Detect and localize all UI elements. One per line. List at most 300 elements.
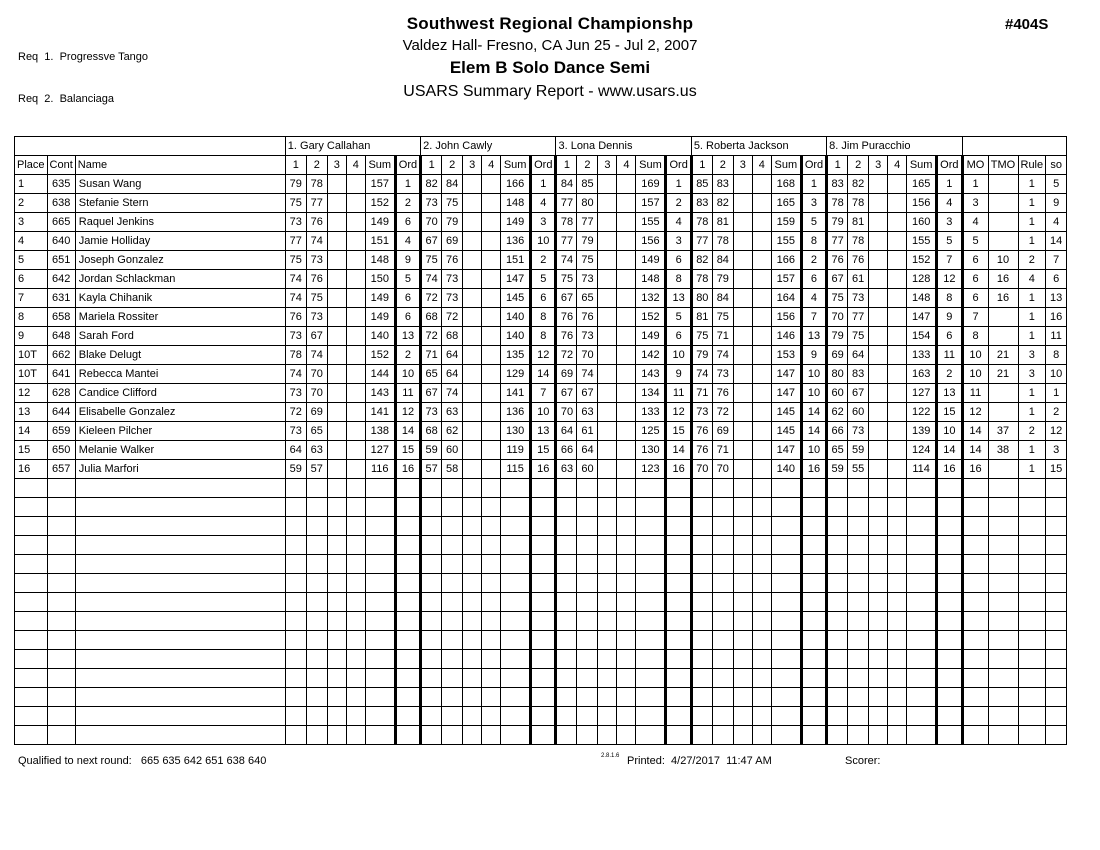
- ordinal-cell: 6: [395, 213, 420, 232]
- sum-cell: [636, 498, 666, 517]
- score4-cell: [482, 213, 501, 232]
- score3-cell: [598, 517, 617, 536]
- sum-cell: [365, 498, 395, 517]
- sum-cell: 143: [636, 365, 666, 384]
- sum-cell: [501, 650, 531, 669]
- score3-cell: [463, 669, 482, 688]
- place-cell: 14: [15, 422, 48, 441]
- score2-cell: [848, 669, 869, 688]
- sum-cell: 166: [501, 175, 531, 194]
- sum-cell: [771, 593, 801, 612]
- score3-cell: [327, 479, 346, 498]
- sum-cell: [636, 650, 666, 669]
- score3-cell: [598, 403, 617, 422]
- score1-cell: [827, 612, 848, 631]
- sum-cell: 165: [771, 194, 801, 213]
- place-cell: 12: [15, 384, 48, 403]
- score4-cell: [617, 175, 636, 194]
- score1-cell: 67: [556, 384, 577, 403]
- sum-cell: [365, 669, 395, 688]
- score3-cell: [327, 175, 346, 194]
- score1-cell: [285, 707, 306, 726]
- score2-cell: 80: [577, 194, 598, 213]
- scorer-label: Scorer:: [845, 755, 881, 767]
- qualified-line: Qualified to next round: 665 635 642 651 638 640: [18, 755, 267, 767]
- score3-cell: [598, 650, 617, 669]
- table-row: [15, 384, 1067, 403]
- score1-cell: 68: [421, 422, 442, 441]
- score3-cell: [598, 593, 617, 612]
- empty-row: [15, 574, 1067, 593]
- score1-cell: [556, 612, 577, 631]
- score3-cell: [327, 251, 346, 270]
- score3-cell: [463, 707, 482, 726]
- so-cell: 16: [1046, 308, 1067, 327]
- mo-cell: 8: [962, 327, 988, 346]
- mo-cell: 14: [962, 441, 988, 460]
- place-cell: 1: [15, 175, 48, 194]
- ordinal-cell: 12: [531, 346, 556, 365]
- score2-cell: [442, 631, 463, 650]
- score4-cell: [888, 707, 907, 726]
- score1-cell: 73: [691, 403, 712, 422]
- table-row: [15, 251, 1067, 270]
- score4-cell: [617, 270, 636, 289]
- ordinal-cell: 3: [937, 213, 962, 232]
- ordinal-cell: [801, 631, 826, 650]
- score2-cell: [712, 650, 733, 669]
- skater-name-cell: [75, 726, 285, 745]
- score4-cell: [752, 384, 771, 403]
- score1-cell: [691, 669, 712, 688]
- score1-cell: [285, 498, 306, 517]
- score4-cell: [346, 593, 365, 612]
- judge-header: 1. Gary Callahan: [285, 137, 420, 156]
- score2-cell: [306, 536, 327, 555]
- score1-cell: 77: [827, 232, 848, 251]
- score-column-header: 2: [848, 156, 869, 175]
- ordinal-cell: 2: [531, 251, 556, 270]
- tmo-cell: [988, 707, 1018, 726]
- score4-cell: [482, 194, 501, 213]
- score1-cell: [421, 574, 442, 593]
- rule-cell: [1018, 631, 1046, 650]
- score3-cell: [327, 441, 346, 460]
- score2-cell: [712, 669, 733, 688]
- score4-cell: [752, 707, 771, 726]
- score1-cell: 74: [285, 365, 306, 384]
- sum-cell: [501, 688, 531, 707]
- score2-cell: [442, 726, 463, 745]
- score2-cell: 70: [712, 460, 733, 479]
- score4-cell: [482, 232, 501, 251]
- score1-cell: [421, 498, 442, 517]
- so-cell: 12: [1046, 422, 1067, 441]
- score2-cell: 76: [306, 270, 327, 289]
- score3-cell: [869, 688, 888, 707]
- score1-cell: [556, 536, 577, 555]
- place-cell: 9: [15, 327, 48, 346]
- sum-cell: 133: [636, 403, 666, 422]
- contestant-number-cell: 651: [47, 251, 75, 270]
- sum-cell: [907, 688, 937, 707]
- score2-cell: 76: [848, 251, 869, 270]
- ordinal-cell: 4: [801, 289, 826, 308]
- score3-cell: [598, 327, 617, 346]
- score4-cell: [346, 213, 365, 232]
- ordinal-cell: [531, 688, 556, 707]
- score3-cell: [869, 232, 888, 251]
- rule-cell: [1018, 479, 1046, 498]
- score1-cell: [285, 593, 306, 612]
- score4-cell: [482, 327, 501, 346]
- score3-cell: [463, 384, 482, 403]
- score1-cell: [691, 650, 712, 669]
- mo-cell: [962, 517, 988, 536]
- tmo-cell: [988, 688, 1018, 707]
- mo-cell: [962, 574, 988, 593]
- empty-row: [15, 479, 1067, 498]
- ordinal-cell: 6: [666, 251, 691, 270]
- score2-cell: 61: [577, 422, 598, 441]
- sum-cell: 140: [365, 327, 395, 346]
- score1-cell: 68: [421, 308, 442, 327]
- score2-cell: 73: [306, 308, 327, 327]
- score2-cell: 74: [712, 346, 733, 365]
- score4-cell: [346, 726, 365, 745]
- sum-cell: [636, 726, 666, 745]
- score3-cell: [327, 555, 346, 574]
- score3-cell: [733, 574, 752, 593]
- score2-cell: 67: [848, 384, 869, 403]
- score4-cell: [346, 536, 365, 555]
- ordinal-cell: [801, 517, 826, 536]
- score2-cell: [306, 574, 327, 593]
- score4-cell: [482, 270, 501, 289]
- ordinal-cell: 6: [801, 270, 826, 289]
- so-cell: [1046, 650, 1067, 669]
- skater-name-cell: Kieleen Pilcher: [75, 422, 285, 441]
- score1-cell: 78: [556, 213, 577, 232]
- score2-cell: 63: [577, 403, 598, 422]
- sum-cell: [636, 593, 666, 612]
- score1-cell: [691, 498, 712, 517]
- sum-cell: 152: [365, 194, 395, 213]
- score2-cell: [577, 669, 598, 688]
- score3-cell: [463, 688, 482, 707]
- score3-cell: [869, 631, 888, 650]
- score1-cell: 64: [285, 441, 306, 460]
- score-column-header: Sum: [907, 156, 937, 175]
- contestant-number-cell: 657: [47, 460, 75, 479]
- contestant-number-cell: 659: [47, 422, 75, 441]
- score4-cell: [888, 346, 907, 365]
- score3-cell: [327, 517, 346, 536]
- score2-cell: [442, 555, 463, 574]
- score4-cell: [888, 650, 907, 669]
- column-header: Cont: [47, 156, 75, 175]
- contestant-number-cell: [47, 688, 75, 707]
- sum-cell: [365, 574, 395, 593]
- mo-cell: 14: [962, 422, 988, 441]
- so-cell: 7: [1046, 251, 1067, 270]
- score4-cell: [482, 593, 501, 612]
- score4-cell: [617, 251, 636, 270]
- score3-cell: [598, 612, 617, 631]
- ordinal-cell: [395, 726, 420, 745]
- sum-cell: 154: [907, 327, 937, 346]
- contestant-number-cell: [47, 612, 75, 631]
- score-column-header: Sum: [501, 156, 531, 175]
- score3-cell: [327, 612, 346, 631]
- score2-cell: [442, 498, 463, 517]
- ordinal-cell: [395, 517, 420, 536]
- score2-cell: [712, 498, 733, 517]
- score4-cell: [888, 517, 907, 536]
- score1-cell: [827, 498, 848, 517]
- sum-cell: [365, 612, 395, 631]
- score1-cell: 67: [421, 384, 442, 403]
- mo-cell: 16: [962, 460, 988, 479]
- place-cell: [15, 612, 48, 631]
- score-column-header: 4: [482, 156, 501, 175]
- score3-cell: [733, 688, 752, 707]
- table-row: [15, 365, 1067, 384]
- score4-cell: [482, 441, 501, 460]
- score3-cell: [869, 422, 888, 441]
- score4-cell: [482, 612, 501, 631]
- score1-cell: [691, 707, 712, 726]
- sum-cell: 145: [501, 289, 531, 308]
- skater-name-cell: [75, 574, 285, 593]
- score4-cell: [888, 384, 907, 403]
- sum-cell: [501, 536, 531, 555]
- score4-cell: [752, 726, 771, 745]
- ordinal-cell: 2: [937, 365, 962, 384]
- mo-cell: 12: [962, 403, 988, 422]
- ordinal-cell: [395, 593, 420, 612]
- score-column-header: 3: [733, 156, 752, 175]
- sum-cell: 151: [501, 251, 531, 270]
- score3-cell: [327, 688, 346, 707]
- score4-cell: [752, 213, 771, 232]
- sum-cell: [501, 555, 531, 574]
- score2-cell: [577, 517, 598, 536]
- so-cell: [1046, 479, 1067, 498]
- score3-cell: [463, 422, 482, 441]
- score1-cell: 76: [556, 308, 577, 327]
- score4-cell: [888, 289, 907, 308]
- score1-cell: [421, 479, 442, 498]
- score2-cell: [848, 593, 869, 612]
- sum-cell: 149: [365, 213, 395, 232]
- ordinal-cell: 13: [531, 422, 556, 441]
- ordinal-cell: 10: [937, 422, 962, 441]
- score4-cell: [752, 194, 771, 213]
- tmo-cell: 37: [988, 422, 1018, 441]
- score4-cell: [752, 308, 771, 327]
- ordinal-cell: [937, 517, 962, 536]
- score2-cell: 70: [577, 346, 598, 365]
- sum-cell: [636, 517, 666, 536]
- score3-cell: [869, 194, 888, 213]
- score2-cell: 69: [306, 403, 327, 422]
- ordinal-cell: 10: [801, 365, 826, 384]
- ordinal-cell: 14: [666, 441, 691, 460]
- so-cell: [1046, 631, 1067, 650]
- score3-cell: [733, 460, 752, 479]
- header-spacer-right: [962, 137, 1067, 156]
- ordinal-cell: 5: [666, 308, 691, 327]
- score4-cell: [752, 403, 771, 422]
- sum-cell: 132: [636, 289, 666, 308]
- empty-row: [15, 650, 1067, 669]
- tmo-cell: 38: [988, 441, 1018, 460]
- score3-cell: [869, 593, 888, 612]
- score4-cell: [346, 270, 365, 289]
- score2-cell: 77: [577, 213, 598, 232]
- empty-row: [15, 631, 1067, 650]
- score4-cell: [752, 251, 771, 270]
- score4-cell: [617, 308, 636, 327]
- ordinal-cell: [937, 707, 962, 726]
- sum-cell: [636, 536, 666, 555]
- ordinal-cell: [666, 555, 691, 574]
- ordinal-cell: 10: [395, 365, 420, 384]
- score-column-header: 4: [346, 156, 365, 175]
- sum-cell: [501, 707, 531, 726]
- score1-cell: [556, 726, 577, 745]
- score3-cell: [869, 384, 888, 403]
- score2-cell: 69: [712, 422, 733, 441]
- sum-cell: 164: [771, 289, 801, 308]
- score4-cell: [752, 422, 771, 441]
- score4-cell: [752, 536, 771, 555]
- score2-cell: 75: [712, 308, 733, 327]
- score1-cell: 78: [691, 270, 712, 289]
- score3-cell: [733, 175, 752, 194]
- score4-cell: [888, 327, 907, 346]
- score3-cell: [598, 232, 617, 251]
- score2-cell: [442, 612, 463, 631]
- score4-cell: [752, 688, 771, 707]
- ordinal-cell: 6: [395, 308, 420, 327]
- sum-cell: [636, 574, 666, 593]
- score1-cell: [421, 669, 442, 688]
- score4-cell: [617, 669, 636, 688]
- sum-cell: 145: [771, 403, 801, 422]
- sum-cell: [365, 688, 395, 707]
- score3-cell: [733, 498, 752, 517]
- req-line-1: Req 1. Progressve Tango: [18, 51, 149, 63]
- score1-cell: 75: [827, 289, 848, 308]
- score1-cell: 74: [556, 251, 577, 270]
- score1-cell: 72: [421, 289, 442, 308]
- ordinal-cell: 10: [801, 384, 826, 403]
- score-column-header: 2: [306, 156, 327, 175]
- score4-cell: [346, 232, 365, 251]
- score3-cell: [327, 213, 346, 232]
- score3-cell: [463, 270, 482, 289]
- sum-cell: 147: [771, 441, 801, 460]
- ordinal-cell: [937, 688, 962, 707]
- score4-cell: [482, 498, 501, 517]
- ordinal-cell: 7: [531, 384, 556, 403]
- place-cell: [15, 669, 48, 688]
- ordinal-cell: [531, 726, 556, 745]
- sum-cell: 124: [907, 441, 937, 460]
- score4-cell: [752, 289, 771, 308]
- sum-cell: 140: [771, 460, 801, 479]
- score2-cell: 76: [442, 251, 463, 270]
- score1-cell: [827, 574, 848, 593]
- score1-cell: 67: [556, 289, 577, 308]
- score4-cell: [482, 669, 501, 688]
- score3-cell: [463, 574, 482, 593]
- contestant-number-cell: 631: [47, 289, 75, 308]
- ordinal-cell: [937, 631, 962, 650]
- score1-cell: 72: [285, 403, 306, 422]
- so-cell: [1046, 612, 1067, 631]
- score3-cell: [598, 175, 617, 194]
- score2-cell: [577, 726, 598, 745]
- so-cell: [1046, 688, 1067, 707]
- place-cell: 10T: [15, 346, 48, 365]
- score1-cell: [827, 593, 848, 612]
- so-cell: 11: [1046, 327, 1067, 346]
- empty-row: [15, 707, 1067, 726]
- ordinal-cell: [531, 498, 556, 517]
- score2-cell: [577, 555, 598, 574]
- ordinal-cell: [395, 707, 420, 726]
- score4-cell: [482, 726, 501, 745]
- score2-cell: 74: [442, 384, 463, 403]
- score1-cell: [421, 650, 442, 669]
- rule-cell: [1018, 612, 1046, 631]
- score2-cell: [577, 650, 598, 669]
- score1-cell: 82: [421, 175, 442, 194]
- score2-cell: 71: [712, 327, 733, 346]
- ordinal-cell: 9: [801, 346, 826, 365]
- score1-cell: 76: [691, 422, 712, 441]
- contestant-number-cell: [47, 669, 75, 688]
- score1-cell: [827, 517, 848, 536]
- sum-cell: [501, 574, 531, 593]
- ordinal-cell: 9: [937, 308, 962, 327]
- score2-cell: 78: [306, 175, 327, 194]
- score4-cell: [346, 422, 365, 441]
- sum-cell: [771, 669, 801, 688]
- tmo-cell: [988, 593, 1018, 612]
- score4-cell: [888, 194, 907, 213]
- empty-row: [15, 669, 1067, 688]
- rule-cell: [1018, 574, 1046, 593]
- score1-cell: 64: [556, 422, 577, 441]
- sum-cell: [365, 536, 395, 555]
- score4-cell: [346, 479, 365, 498]
- ordinal-cell: 12: [666, 403, 691, 422]
- ordinal-cell: 14: [801, 422, 826, 441]
- score1-cell: 71: [421, 346, 442, 365]
- sum-cell: [501, 593, 531, 612]
- place-cell: [15, 650, 48, 669]
- score1-cell: [827, 536, 848, 555]
- score3-cell: [463, 479, 482, 498]
- score1-cell: [691, 631, 712, 650]
- score1-cell: 76: [556, 327, 577, 346]
- sum-cell: 136: [501, 403, 531, 422]
- score3-cell: [733, 669, 752, 688]
